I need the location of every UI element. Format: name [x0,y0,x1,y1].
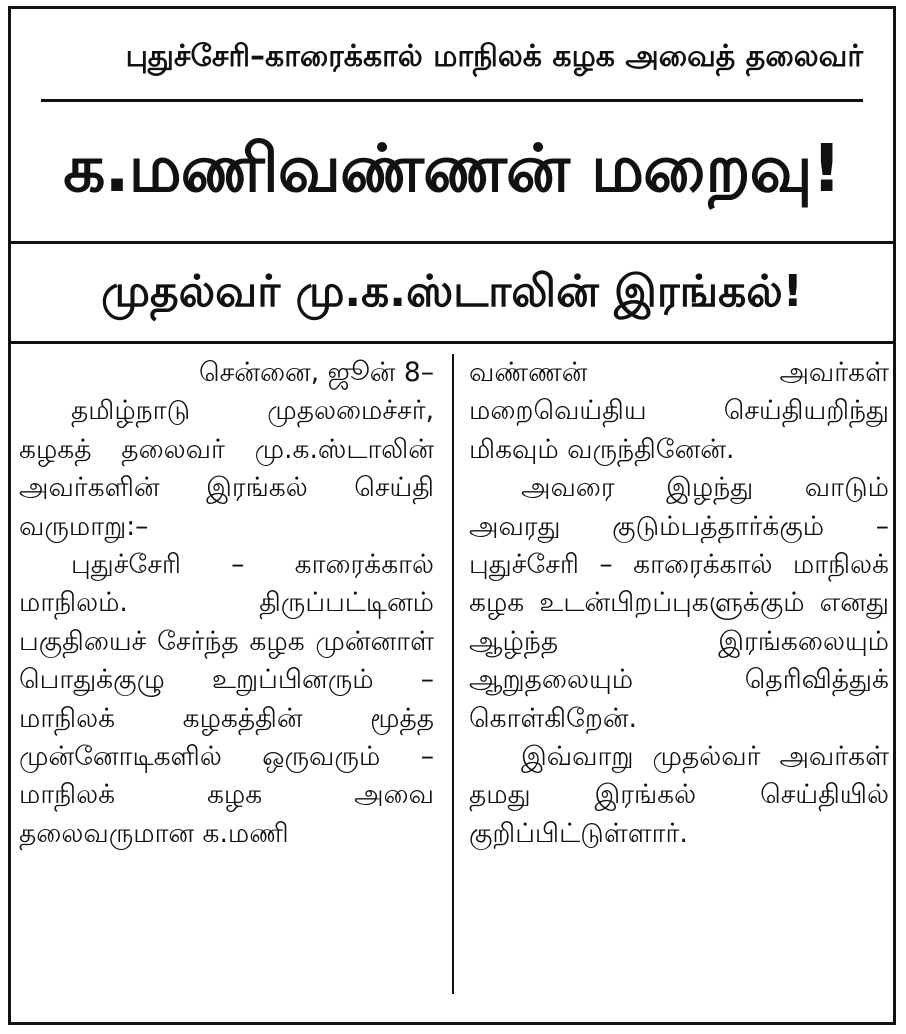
body-paragraph: தமிழ்நாடு முதலமைச்சர், கழகத் தலைவர் மு.க.ஸ்டாலின் அவர்களின் இரங்கல் செய்தி வருமாறு:– [19,395,434,542]
body-paragraph: புதுச்சேரி – காரைக்கால் மாநிலம். திருப்பட்டினம் பகுதியைச் சேர்ந்த கழக முன்னாள் பொதுக்குழு உறுப்பினரும் – மாநிலக் கழகத்தின் மூத்த முன்னோடிகளில் ஒருவரும் – மாநிலக் கழக அவை தலைவருமான க.மணி [19,549,434,849]
dateline: சென்னை, ஜூன் 8– [198,357,434,388]
body-paragraph: இவ்வாறு முதல்வர் அவர்கள் தமது இரங்கல் செய்தியில் குறிப்பிட்டுள்ளார். [469,741,889,849]
bottom-rule [11,341,893,344]
right-column [469,354,889,853]
body-paragraph: வண்ணன் அவர்கள் மறைவெய்திய செய்தியறிந்து மிகவும் வருந்தினேன். [469,357,889,465]
headline: க.மணிவண்ணன் மறைவு! [63,130,841,207]
middle-rule [11,241,893,244]
news-clipping [8,6,896,1025]
kicker-line: புதுச்சேரி–காரைக்கால் மாநிலக் கழக அவைத் தலைவர் [125,39,863,74]
subheadline: முதல்வர் மு.க.ஸ்டாலின் இரங்கல்! [101,266,803,317]
left-column [19,354,434,853]
column-divider [452,354,454,994]
body-paragraph: அவரை இழந்து வாடும் அவரது குடும்பத்தார்க்கும் – புதுச்சேரி – காரைக்கால் மாநிலக் கழக உடன்பிறப்புகளுக்கும் எனது ஆழ்ந்த இரங்கலையும் ஆறுதலையும் தெரிவித்துக் கொள்கிறேன். [469,472,889,734]
top-rule [41,99,863,102]
